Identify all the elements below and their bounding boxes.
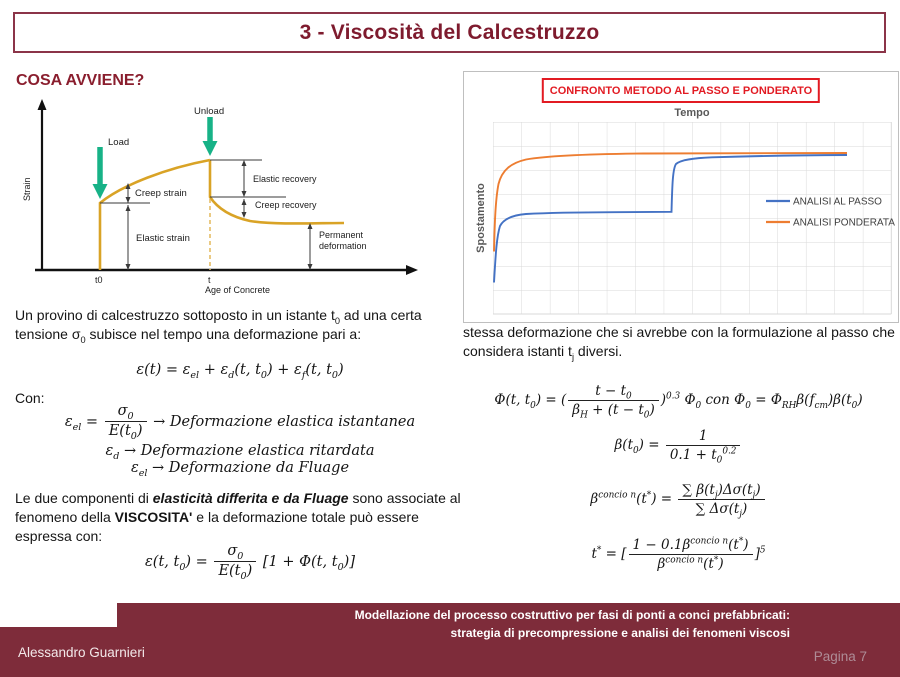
creep-strain-diagram <box>22 95 422 305</box>
creep-strain-label: Creep strain <box>135 188 187 199</box>
dim-arrow-icon <box>242 199 247 205</box>
permanent-deformation-label-1: Permanent <box>319 230 364 240</box>
time-axis-arrow-icon <box>406 265 418 275</box>
formula-beta-concio: $\beta^{concio n}(t^*)$ = $\frac{\sum \beta(t_j)\Delta\sigma(t_j)}{\sum \Delta\sigma(t_j)}$ <box>460 482 897 517</box>
formula-t-star: t* = [ $1 - 0.1\beta^{concio n}(t^*)$ $\beta^{concio n}(t^*)$ ]$^5$ <box>591 536 766 573</box>
legend-label-ponderata: ANALISI PONDERATA <box>793 217 895 229</box>
load-label: Load <box>108 137 130 148</box>
formula-fluage: $\varepsilon_{el}$ → Deformazione da Fluage <box>130 460 350 479</box>
paragraph-intro: Un provino di calcestruzzo sottoposto in un istante $t_0$ ad una certa tensione $\sigma_0$ subisce nel tempo una deformazione pari a: <box>15 307 422 345</box>
unloading-curve <box>210 160 344 224</box>
age-axis-label: Age of Concrete <box>205 285 271 295</box>
permanent-deformation-label-2: deformation <box>319 241 367 251</box>
comparison-chart <box>464 72 898 322</box>
page-title: 3 - Viscosità del Calcestruzzo <box>299 20 600 44</box>
formula-total-deformation: ε(t, $t_0$) = $\frac{\sigma_0}{E(t_0)}$ [1 + Φ(t, $t_0$)] <box>145 543 355 583</box>
creep-recovery-label: Creep recovery <box>255 200 317 210</box>
footer-project-title: Modellazione del processo costruttivo per fasi di ponti a conci prefabbricati: strategia di precompressione e analisi dei fenomeni viscosi <box>354 608 790 640</box>
strain-axis-arrow-icon <box>38 99 47 110</box>
unload-label: Unload <box>194 106 225 117</box>
chart-title: CONFRONTO METODO AL PASSO E PONDERATO <box>549 85 813 97</box>
chart-y-axis-title: Spostamento <box>475 183 487 253</box>
dim-arrow-icon <box>242 191 247 197</box>
dim-arrow-icon <box>242 160 247 166</box>
footer-author: Alessandro Guarnieri <box>18 645 145 660</box>
footer-page-number: Pagina 7 <box>813 649 867 664</box>
tick-t: t <box>208 275 211 285</box>
elastic-recovery-label: Elastic recovery <box>253 174 317 184</box>
formula-epsilon-total: $\varepsilon(t) = \varepsilon_{el} + \varepsilon_d(t$, $t_0) + \varepsilon_f(t$, $t_0$) <box>136 362 344 381</box>
dim-arrow-icon <box>126 205 131 211</box>
dim-arrow-icon <box>126 197 131 203</box>
unload-arrow-head-icon <box>203 141 218 156</box>
tick-t0: t0 <box>95 275 103 285</box>
formula-beta-t0: $\beta(t_0)$ = $\frac{1}{0.1 + t_0^{0.2}}$ <box>460 428 897 463</box>
paragraph-right: stessa deformazione che si avrebbe con la formulazione al passo che considera istanti $t_j$ diversi. <box>463 324 895 362</box>
dim-arrow-icon <box>242 212 247 218</box>
formula-phi: Φ(t, $t_0$) = ( $\frac{t - t_0}{\beta_H + (t - t_0)}$ )$^{0.3}$ $\Phi_0$ con $\Phi_0 = \Phi_{RH}\beta(f_{cm})\beta(t_0)$ <box>494 383 863 421</box>
formula-elastic-instantaneous: $\varepsilon_{el}$ = $\frac{\sigma_0}{E(t_0)}$ → Deformazione elastica istantanea <box>64 403 416 443</box>
loading-curve <box>100 160 210 270</box>
con-label: Con: <box>15 390 45 406</box>
load-arrow-head-icon <box>93 184 108 199</box>
paragraph-viscosity: Le due componenti di elasticità differita e da Fluage sono associate al fenomeno della VISCOSITA' e la deformazione totale può essere espressa con: <box>15 490 461 544</box>
elastic-strain-label: Elastic strain <box>136 233 190 244</box>
comparison-chart-panel <box>463 71 899 323</box>
chart-x-axis-title: Tempo <box>674 107 710 119</box>
legend-label-al-passo: ANALISI AL PASSO <box>793 196 882 208</box>
slide-title-box <box>13 12 886 53</box>
section-heading: COSA AVVIENE? <box>16 72 145 89</box>
formula-delayed-elastic: $\varepsilon_d$ → Deformazione elastica ritardata <box>105 443 375 462</box>
strain-axis-label: Strain <box>22 177 32 201</box>
